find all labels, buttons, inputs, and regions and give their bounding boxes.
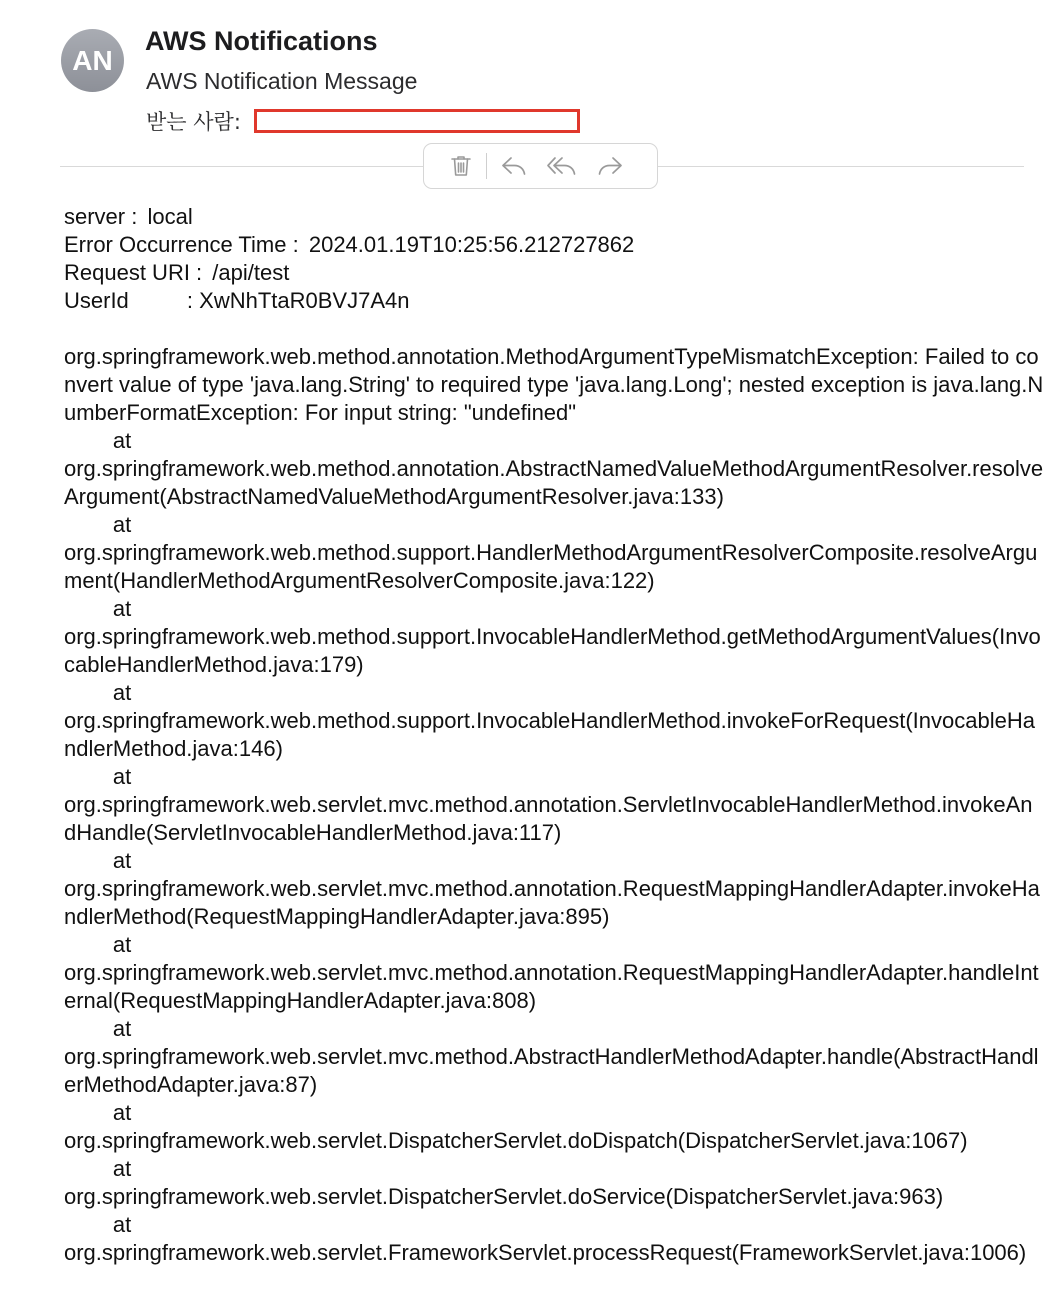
userid-value: : XwNhTtaR0BVJ7A4n (186, 288, 410, 313)
sender-name[interactable]: AWS Notifications (145, 26, 378, 56)
server-row (64, 203, 1044, 231)
request-uri-row (64, 259, 1044, 287)
reply-all-button[interactable] (543, 149, 581, 183)
stack-trace-line: at (64, 1100, 132, 1125)
stack-trace-line: at (64, 512, 132, 537)
stack-trace-line: at (64, 680, 132, 705)
error-time-row (64, 231, 1044, 259)
stack-trace-line: org.springframework.web.method.support.InvocableHandlerMethod.getMethodArgumentValues(InvocableHandlerMethod.java:179) (64, 624, 1041, 677)
message-toolbar (423, 143, 658, 189)
error-time-value: 2024.01.19T10:25:56.212727862 (308, 232, 635, 257)
stack-trace-line: at (64, 932, 132, 957)
stack-trace-line: org.springframework.web.servlet.DispatcherServlet.doService(DispatcherServlet.java:963) (64, 1184, 944, 1209)
spacer (64, 315, 1044, 343)
sender-avatar[interactable]: AN (61, 29, 124, 92)
stack-trace-line: at (64, 428, 132, 453)
message-body (64, 203, 1044, 1267)
stack-trace-line: org.springframework.web.servlet.mvc.method.AbstractHandlerMethodAdapter.handle(AbstractHandlerMethodAdapter.java:87) (64, 1044, 1039, 1097)
stack-trace-line: at (64, 848, 132, 873)
userid-label: UserId (64, 288, 129, 313)
server-label: server : (64, 204, 138, 229)
delete-button[interactable] (442, 149, 480, 183)
stack-trace-line: at (64, 596, 132, 621)
stack-trace-line: org.springframework.web.method.support.InvocableHandlerMethod.invokeForRequest(InvocableHandlerMethod.java:146) (64, 708, 1035, 761)
request-uri-label: Request URI : (64, 260, 203, 285)
forward-button[interactable] (591, 149, 629, 183)
reply-icon (501, 155, 527, 177)
stack-trace-line: org.springframework.web.method.annotation.AbstractNamedValueMethodArgumentResolver.resolveArgument(AbstractNamedValueMethodArgumentResolver.java:133) (64, 456, 1044, 509)
stack-trace-line: at (64, 1016, 132, 1041)
stack-trace-line: at (64, 764, 132, 789)
recipient-label: 받는 사람: (146, 110, 241, 134)
toolbar-separator (486, 153, 487, 179)
message-header (0, 0, 1060, 195)
request-uri-value: /api/test (212, 260, 290, 285)
error-time-label: Error Occurrence Time : (64, 232, 299, 257)
reply-all-icon (546, 155, 578, 177)
reply-button[interactable] (495, 149, 533, 183)
stack-trace-line: at (64, 1156, 132, 1181)
recipient-row (146, 106, 580, 136)
stack-trace-line: org.springframework.web.servlet.mvc.method.annotation.RequestMappingHandlerAdapter.invokeHandlerMethod(RequestMappingHandlerAdapter.java:895) (64, 876, 1040, 929)
userid-row (64, 287, 1044, 315)
stack-trace-line: org.springframework.web.servlet.mvc.method.annotation.RequestMappingHandlerAdapter.handleInternal(RequestMappingHandlerAdapter.java:808) (64, 960, 1039, 1013)
stack-trace-line: at (64, 1212, 132, 1237)
message-subject: AWS Notification Message (146, 68, 418, 94)
stack-trace-line: org.springframework.web.servlet.FrameworkServlet.processRequest(FrameworkServlet.java:1006) (64, 1240, 1027, 1265)
stack-trace-line: org.springframework.web.servlet.DispatcherServlet.doDispatch(DispatcherServlet.java:1067) (64, 1128, 968, 1153)
stack-trace-line: org.springframework.web.method.annotation.MethodArgumentTypeMismatchException: Failed to convert value of type 'java.lang.String' to required type 'java.lang.Long'; nested exception is java.lang.NumberFormatException: For input string: "undefined" (64, 344, 1044, 425)
trash-icon (450, 154, 472, 178)
stack-trace-line: org.springframework.web.servlet.mvc.method.annotation.ServletInvocableHandlerMethod.invokeAndHandle(ServletInvocableHandlerMethod.java:117) (64, 792, 1033, 845)
recipient-redacted-box[interactable] (254, 109, 580, 133)
forward-icon (597, 155, 623, 177)
server-value: local (147, 204, 193, 229)
stack-trace (64, 343, 1044, 1267)
stack-trace-line: org.springframework.web.method.support.HandlerMethodArgumentResolverComposite.resolveArgument(HandlerMethodArgumentResolverComposite.java:122) (64, 540, 1038, 593)
